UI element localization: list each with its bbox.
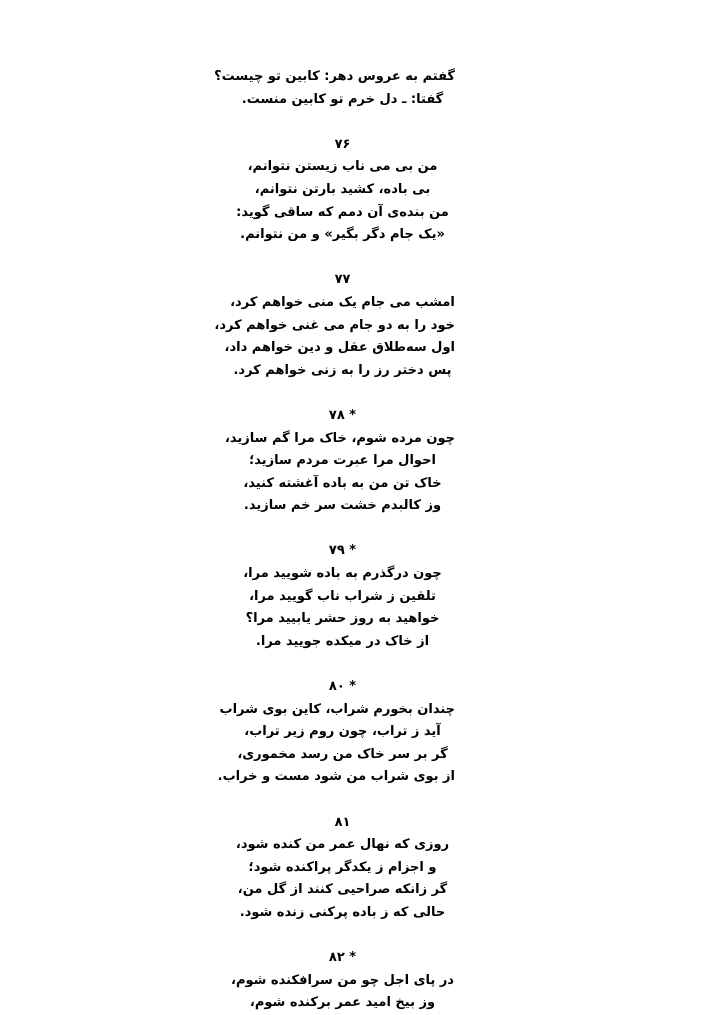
stanza (214, 269, 455, 382)
verse-line: حالی که ز باده پرکنی زنده شود. (239, 904, 446, 920)
verse-line: اول سه‌طلاق عقل و دین خواهم داد، (224, 340, 455, 356)
stanza-gap (230, 111, 455, 134)
stanza-number: * ۷۸ (328, 407, 357, 423)
verse-line: آید ز تراب، چون روم زیر تراب، (244, 724, 441, 740)
verse-line: احوال مرا عبرت مردم سازید؛ (249, 453, 436, 469)
verse-line: تلقین ز شراب ناب گویید مرا، (249, 588, 436, 604)
verse-line: امشب می جام یک منی خواهم کرد، (230, 294, 455, 310)
verse-line: وز کالبدم خشت سر خم سازید. (243, 498, 442, 514)
verse-line: و اجزام ز یکدگر پراکنده شود؛ (248, 859, 437, 875)
poem-column (214, 66, 455, 1015)
verse-line: خود را به دو جام می غنی خواهم کرد، (214, 317, 455, 333)
verse-line: روزی که نهال عمر من کنده شود، (235, 837, 450, 853)
verse-line: چون درگذرم به باده شویید مرا، (243, 566, 442, 582)
verse-line: من بی می ناب زیستن نتوانم، (247, 159, 438, 175)
verse-line: گفتا: ـ دل خرم تو کابین منست. (241, 91, 444, 107)
verse-line: «یک جام دگر بگیر» و من نتوانم. (240, 227, 445, 243)
stanza-number: * ۷۹ (328, 543, 357, 559)
stanza (224, 405, 455, 518)
verse-line: پس دختر رز را به زنی خواهم کرد. (233, 362, 452, 378)
verse-line: چندان بخورم شراب، کاین بوی شراب (219, 701, 455, 717)
stanza (214, 66, 455, 111)
verse-line: چون مرده شوم، خاک مرا گم سازید، (224, 430, 455, 446)
stanza-number: * ۸۲ (328, 950, 357, 966)
verse-line: من بنده‌ی آن دمم که ساقی گوید: (236, 204, 449, 220)
verse-line: وز بیخ امید عمر برکنده شوم، (249, 995, 436, 1011)
stanza (230, 947, 455, 1015)
stanza (230, 540, 455, 653)
stanza-number: ۷۷ (334, 272, 351, 288)
stanza (230, 134, 455, 247)
stanza-gap (230, 653, 455, 676)
stanza-gap (230, 789, 455, 812)
verse-line: گر زانکه صراحیی کنند از گل من، (237, 882, 448, 898)
stanza-gap (230, 925, 455, 948)
stanza (230, 812, 455, 925)
stanza-gap (230, 247, 455, 270)
stanza-gap (230, 382, 455, 405)
verse-line: بی باده، کشید بارتن نتوانم، (254, 181, 431, 197)
stanza (217, 676, 455, 789)
stanza-number: * ۸۰ (328, 679, 357, 695)
verse-line: در پای اجل چو من سرافکنده شوم، (231, 972, 454, 988)
verse-line: خواهید به روز حشر یابیید مرا؟ (245, 611, 440, 627)
stanza-gap (230, 518, 455, 541)
verse-line: گر بر سر خاک من رسد مخموری، (237, 746, 448, 762)
verse-line: خاک تن من به باده آغشته کنید، (243, 475, 442, 491)
verse-line: از خاک در میکده جویید مرا. (255, 633, 430, 649)
stanza-number: ۷۶ (334, 136, 351, 152)
stanza-number: ۸۱ (334, 814, 351, 830)
verse-line: از بوی شراب من شود مست و خراب. (217, 769, 455, 785)
verse-line: گفتم به عروس دهر: کابین تو چیست؟ (214, 69, 455, 84)
